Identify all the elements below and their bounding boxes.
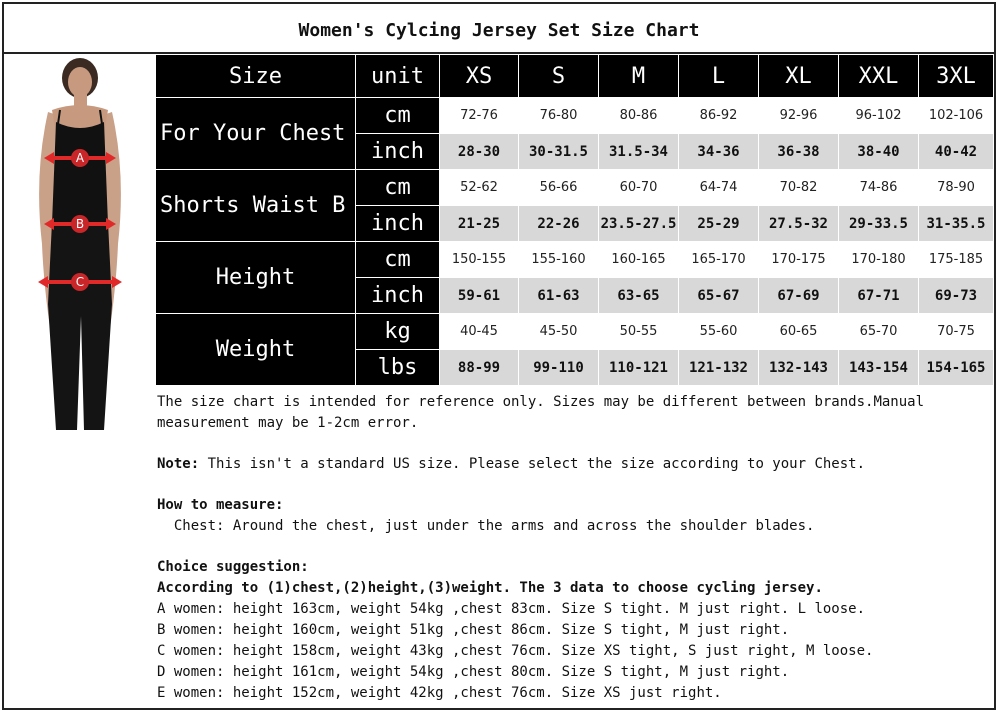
marker-a-label: A <box>75 151 85 165</box>
marker-c-label: C <box>75 275 85 289</box>
header-size-l: L <box>679 55 759 98</box>
value-cell: 150-155 <box>440 242 519 278</box>
value-cell: 22-26 <box>519 206 599 242</box>
value-cell: 60-70 <box>599 170 679 206</box>
value-cell: 64-74 <box>679 170 759 206</box>
table-row <box>156 170 994 206</box>
size-table-container <box>155 54 993 386</box>
value-cell: 155-160 <box>519 242 599 278</box>
header-size-3xl: 3XL <box>919 55 994 98</box>
value-cell: 143-154 <box>839 350 919 386</box>
value-cell: 72-76 <box>440 98 519 134</box>
measure-label: How to measure: <box>157 497 284 513</box>
size-chart-frame <box>2 2 996 710</box>
example-a: A women: height 163cm, weight 54kg ,chest 83cm. Size S tight. M just right. L loose. <box>157 601 866 617</box>
value-cell: 160-165 <box>599 242 679 278</box>
table-row <box>156 242 994 278</box>
value-cell: 45-50 <box>519 314 599 350</box>
example-e: E women: height 152cm, weight 42kg ,chest 76cm. Size XS just right. <box>157 685 722 701</box>
value-cell: 121-132 <box>679 350 759 386</box>
model-figure <box>4 54 155 432</box>
value-cell: 69-73 <box>919 278 994 314</box>
unit-cell: cm <box>356 242 440 278</box>
category-label: Height <box>156 242 356 314</box>
table-row <box>156 98 994 134</box>
value-cell: 67-71 <box>839 278 919 314</box>
value-cell: 80-86 <box>599 98 679 134</box>
value-cell: 63-65 <box>599 278 679 314</box>
category-label: For Your Chest <box>156 98 356 170</box>
value-cell: 55-60 <box>679 314 759 350</box>
unit-cell: kg <box>356 314 440 350</box>
value-cell: 23.5-27.5 <box>599 206 679 242</box>
value-cell: 59-61 <box>440 278 519 314</box>
value-cell: 67-69 <box>759 278 839 314</box>
value-cell: 70-75 <box>919 314 994 350</box>
value-cell: 38-40 <box>839 134 919 170</box>
header-size-s: S <box>519 55 599 98</box>
value-cell: 27.5-32 <box>759 206 839 242</box>
value-cell: 52-62 <box>440 170 519 206</box>
value-cell: 31.5-34 <box>599 134 679 170</box>
unit-cell: inch <box>356 278 440 314</box>
value-cell: 70-82 <box>759 170 839 206</box>
value-cell: 61-63 <box>519 278 599 314</box>
chart-title: Women's Cylcing Jersey Set Size Chart <box>4 4 994 54</box>
note-line <box>157 454 993 475</box>
notes-section <box>157 392 993 704</box>
choice-rule: According to (1)chest,(2)height,(3)weight. The 3 data to choose cycling jersey. <box>157 580 823 596</box>
value-cell: 60-65 <box>759 314 839 350</box>
size-table <box>155 54 994 386</box>
value-cell: 96-102 <box>839 98 919 134</box>
value-cell: 102-106 <box>919 98 994 134</box>
value-cell: 78-90 <box>919 170 994 206</box>
header-unit: unit <box>356 55 440 98</box>
unit-cell: cm <box>356 98 440 134</box>
value-cell: 170-180 <box>839 242 919 278</box>
value-cell: 76-80 <box>519 98 599 134</box>
disclaimer-line-2: measurement may be 1-2cm error. <box>157 415 419 431</box>
value-cell: 21-25 <box>440 206 519 242</box>
table-row <box>156 314 994 350</box>
value-cell: 25-29 <box>679 206 759 242</box>
value-cell: 110-121 <box>599 350 679 386</box>
value-cell: 29-33.5 <box>839 206 919 242</box>
category-label: Weight <box>156 314 356 386</box>
value-cell: 99-110 <box>519 350 599 386</box>
value-cell: 34-36 <box>679 134 759 170</box>
header-size-xs: XS <box>440 55 519 98</box>
value-cell: 154-165 <box>919 350 994 386</box>
value-cell: 31-35.5 <box>919 206 994 242</box>
value-cell: 132-143 <box>759 350 839 386</box>
value-cell: 170-175 <box>759 242 839 278</box>
value-cell: 28-30 <box>440 134 519 170</box>
header-size-xxl: XXL <box>839 55 919 98</box>
model-illustration <box>4 54 155 432</box>
header-size-xl: XL <box>759 55 839 98</box>
value-cell: 30-31.5 <box>519 134 599 170</box>
header-size: Size <box>156 55 356 98</box>
unit-cell: inch <box>356 134 440 170</box>
value-cell: 65-67 <box>679 278 759 314</box>
example-b: B women: height 160cm, weight 51kg ,chest 86cm. Size S tight, M just right. <box>157 622 790 638</box>
category-label: Shorts Waist B <box>156 170 356 242</box>
marker-b-label: B <box>75 217 85 231</box>
unit-cell: lbs <box>356 350 440 386</box>
value-cell: 36-38 <box>759 134 839 170</box>
measure-text: Chest: Around the chest, just under the arms and across the shoulder blades. <box>157 518 815 534</box>
choice-label: Choice suggestion: <box>157 559 309 575</box>
unit-cell: inch <box>356 206 440 242</box>
header-size-m: M <box>599 55 679 98</box>
table-header-row <box>156 55 994 98</box>
value-cell: 74-86 <box>839 170 919 206</box>
disclaimer-line-1: The size chart is intended for reference only. Sizes may be different between brands.Manual <box>157 394 925 410</box>
value-cell: 92-96 <box>759 98 839 134</box>
note-text: This isn't a standard US size. Please select the size according to your Chest. <box>199 456 866 472</box>
value-cell: 165-170 <box>679 242 759 278</box>
unit-cell: cm <box>356 170 440 206</box>
value-cell: 40-45 <box>440 314 519 350</box>
value-cell: 88-99 <box>440 350 519 386</box>
example-d: D women: height 161cm, weight 54kg ,chest 80cm. Size S tight, M just right. <box>157 664 790 680</box>
value-cell: 86-92 <box>679 98 759 134</box>
value-cell: 175-185 <box>919 242 994 278</box>
example-c: C women: height 158cm, weight 43kg ,chest 76cm. Size XS tight, S just right, M loose. <box>157 643 874 659</box>
value-cell: 40-42 <box>919 134 994 170</box>
value-cell: 56-66 <box>519 170 599 206</box>
value-cell: 65-70 <box>839 314 919 350</box>
note-label: Note: <box>157 456 200 472</box>
value-cell: 50-55 <box>599 314 679 350</box>
